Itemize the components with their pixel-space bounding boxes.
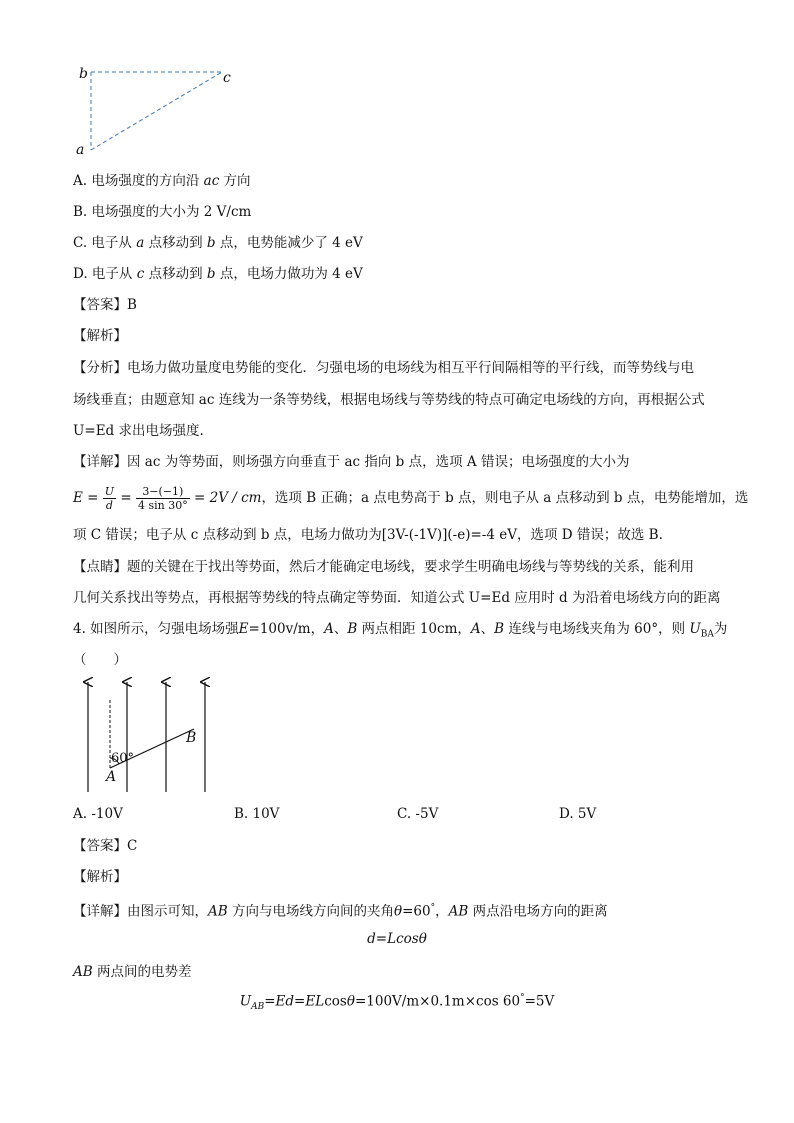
edge-ac xyxy=(91,72,222,150)
label-b: b xyxy=(79,66,88,82)
q4-xiangjie: 【详解】由图示可知，AB 方向与电场线方向间的夹角θ=60°，AB 两点沿电场方向的距离 xyxy=(73,903,608,920)
q4-paren: （ ） xyxy=(73,652,127,668)
fraction-values: $\frac{3-(-1)}{4 \sin 30^\circ}$ xyxy=(137,485,188,512)
equation-u: $U_{AB}=Ed=ELcos\theta=100V/m\times 0.1m\times\cos$ 60°=5V xyxy=(239,993,555,1013)
dianjing-line1: 【点睛】题的关键在于找出等势面，然后才能确定电场线，要求学生明确电场线与等势线的关系，能利用 xyxy=(73,559,694,575)
answer-q3: 【答案】B xyxy=(73,297,137,313)
point-b-label: B xyxy=(186,730,197,746)
analysis-q4: 【解析】 xyxy=(73,869,127,885)
answer-q4: 【答案】C xyxy=(73,838,138,854)
option-c: C. 电子从 a 点移动到 b 点，电势能减少了 4 eV xyxy=(73,235,363,251)
q4-option-b: B. 10V xyxy=(234,806,280,822)
field-lines-figure xyxy=(70,676,230,796)
fenxi-line3: U=Ed 求出电场强度. xyxy=(73,423,204,439)
option-b: B. 电场强度的大小为 2 V/cm xyxy=(73,204,252,220)
equation-d: d=Lcosθ xyxy=(367,931,427,947)
q4-stem: 4. 如图所示，匀强电场场强E=100v/m，A、B 两点相距 10cm，A、B 连线与电场线夹角为 60°，则 $U_{BA}$为 xyxy=(73,621,728,640)
label-a: a xyxy=(76,142,85,158)
dianjing-line2: 几何关系找出等势点，再根据等势线的特点确定等势面．知道公式 U=Ed 应用时 d 为沿着电场线方向的距离 xyxy=(73,590,721,606)
xiangjie-line1: 【详解】因 ac 为等势面，则场强方向垂直于 ac 指向 b 点，选项 A 错误；电场强度的大小为 xyxy=(73,454,630,470)
label-c: c xyxy=(223,70,231,86)
option-a: A. 电场强度的方向沿 ac 方向 xyxy=(73,173,251,189)
option-d: D. 电子从 c 点移动到 b 点，电场力做功为 4 eV xyxy=(73,266,363,282)
q4-potential-diff-text: AB 两点间的电势差 xyxy=(73,964,192,980)
q4-option-d: D. 5V xyxy=(559,806,597,822)
analysis-q3: 【解析】 xyxy=(73,328,127,344)
formula-e: E = xyxy=(73,490,99,506)
xiangjie-line2: E = $\frac{U}{d}$ = $\frac{3-(-1)}{4 \sin 30^\circ}$ = 2V / cm，选项 B 正确；a 点电势高于 b 点，则电子从 a 点移动到 b 点，电势能增加，选 xyxy=(73,485,749,512)
fenxi-line1: 【分析】电场力做功量度电势能的变化．匀强电场的电场线为相互平行间隔相等的平行线，而等势线与电 xyxy=(73,360,694,376)
xiangjie-line3: 项 C 错误；电子从 c 点移动到 b 点，电场力做功为[3V-(-1V)](-e)=-4 eV，选项 D 错误；故选 B. xyxy=(73,527,663,543)
q4-option-c: C. -5V xyxy=(397,806,439,822)
point-a-label: A xyxy=(106,769,117,785)
fenxi-line2: 场线垂直；由题意知 ac 连线为一条等势线，根据电场线与等势线的特点可确定电场线的方向，再根据公式 xyxy=(73,392,705,408)
angle-label: 60° xyxy=(111,751,135,766)
fraction-u-d: $\frac{U}{d}$ xyxy=(104,485,115,512)
q4-option-a: A. -10V xyxy=(73,806,123,822)
